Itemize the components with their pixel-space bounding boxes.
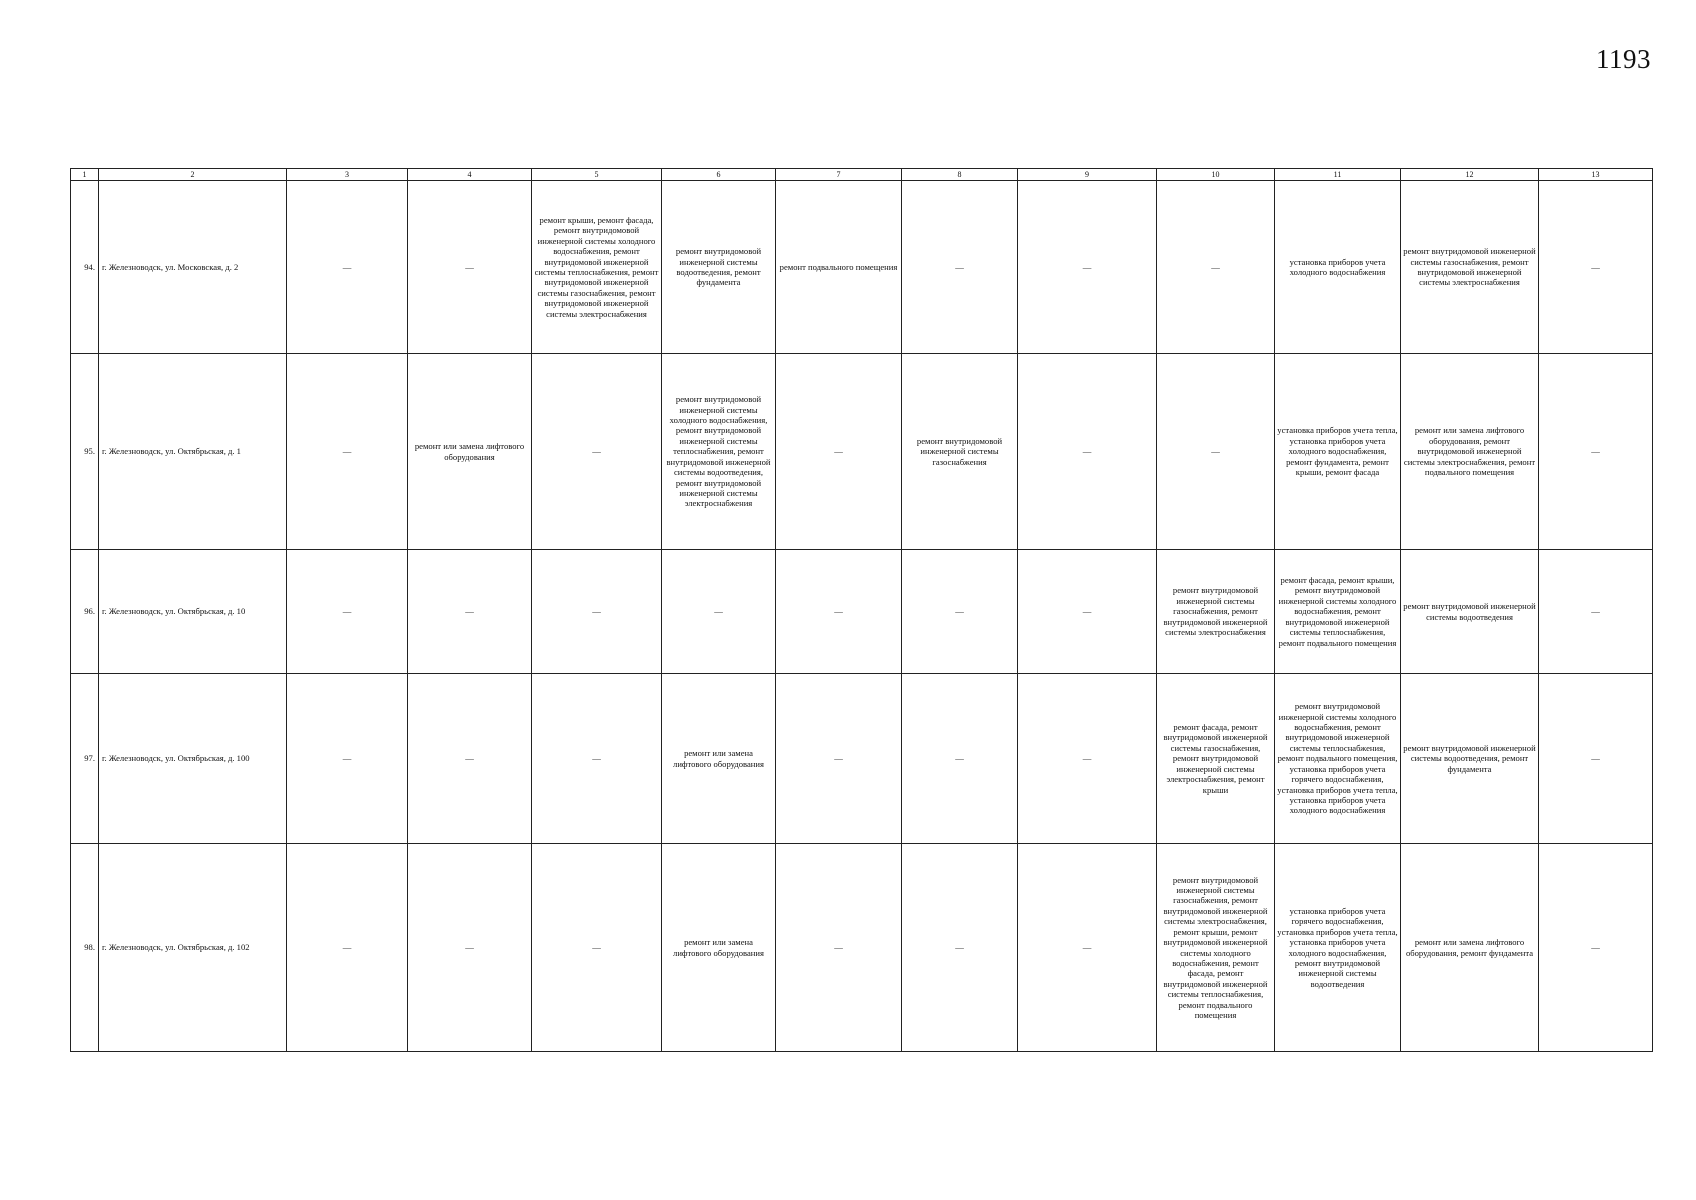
table-cell: ремонт внутридомовой инженерной системы водоотведения bbox=[1401, 550, 1539, 674]
table-cell: — bbox=[287, 181, 408, 354]
table-cell: ремонт внутридомовой инженерной системы водоотведения, ремонт фундамента bbox=[662, 181, 776, 354]
table-cell: ремонт или замена лифтового оборудования bbox=[662, 844, 776, 1052]
column-number: 9 bbox=[1018, 169, 1157, 181]
table-cell: — bbox=[287, 674, 408, 844]
column-number: 2 bbox=[99, 169, 287, 181]
table-cell: — bbox=[776, 674, 902, 844]
column-number: 13 bbox=[1539, 169, 1653, 181]
registry-table bbox=[70, 168, 1653, 1052]
table-cell: — bbox=[776, 550, 902, 674]
column-number-row bbox=[71, 169, 1653, 181]
table-cell: ремонт внутридомовой инженерной системы холодного водоснабжения, ремонт внутридомовой инженерной системы теплоснабжения, ремонт подвального помещения, установка приборов учета горячего водоснабжения, установка приборов учета тепла, установка приборов учета холодного водоснабжения bbox=[1275, 674, 1401, 844]
table-cell: — bbox=[1018, 354, 1157, 550]
table-row bbox=[71, 674, 1653, 844]
column-number: 6 bbox=[662, 169, 776, 181]
table-cell: — bbox=[532, 674, 662, 844]
table-cell: — bbox=[902, 181, 1018, 354]
row-number-cell: 98. bbox=[71, 844, 99, 1052]
table-cell: ремонт или замена лифтового оборудования bbox=[662, 674, 776, 844]
page-number: 1193 bbox=[1596, 44, 1651, 74]
column-number: 10 bbox=[1157, 169, 1275, 181]
row-number-cell: 96. bbox=[71, 550, 99, 674]
table-cell: — bbox=[408, 550, 532, 674]
address-cell: г. Железноводск, ул. Октябрьская, д. 10 bbox=[99, 550, 287, 674]
table-cell: — bbox=[287, 550, 408, 674]
table-cell: — bbox=[1018, 181, 1157, 354]
column-number: 7 bbox=[776, 169, 902, 181]
table-cell: — bbox=[408, 844, 532, 1052]
table-cell: ремонт фасада, ремонт крыши, ремонт внутридомовой инженерной системы холодного водоснабжения, ремонт внутридомовой инженерной системы теплоснабжения, ремонт подвального помещения bbox=[1275, 550, 1401, 674]
table-cell: — bbox=[1157, 181, 1275, 354]
table-cell: установка приборов учета холодного водоснабжения bbox=[1275, 181, 1401, 354]
row-number-cell: 94. bbox=[71, 181, 99, 354]
table-cell: — bbox=[1539, 844, 1653, 1052]
table-cell: установка приборов учета горячего водоснабжения, установка приборов учета тепла, установка приборов учета холодного водоснабжения, ремонт внутридомовой инженерной системы водоотведения bbox=[1275, 844, 1401, 1052]
table-cell: — bbox=[532, 550, 662, 674]
table-cell: ремонт подвального помещения bbox=[776, 181, 902, 354]
row-number-cell: 97. bbox=[71, 674, 99, 844]
column-number: 3 bbox=[287, 169, 408, 181]
column-number: 5 bbox=[532, 169, 662, 181]
column-number: 4 bbox=[408, 169, 532, 181]
table-cell: — bbox=[662, 550, 776, 674]
table-cell: ремонт внутридомовой инженерной системы газоснабжения, ремонт внутридомовой инженерной системы электроснабжения bbox=[1157, 550, 1275, 674]
table-cell: ремонт внутридомовой инженерной системы газоснабжения bbox=[902, 354, 1018, 550]
table-cell: ремонт внутридомовой инженерной системы водоотведения, ремонт фундамента bbox=[1401, 674, 1539, 844]
table-cell: ремонт или замена лифтового оборудования bbox=[408, 354, 532, 550]
table-cell: — bbox=[902, 844, 1018, 1052]
address-cell: г. Железноводск, ул. Октябрьская, д. 100 bbox=[99, 674, 287, 844]
address-cell: г. Железноводск, ул. Московская, д. 2 bbox=[99, 181, 287, 354]
table-cell: — bbox=[1018, 674, 1157, 844]
address-cell: г. Железноводск, ул. Октябрьская, д. 1 bbox=[99, 354, 287, 550]
table-row bbox=[71, 550, 1653, 674]
table-cell: — bbox=[902, 674, 1018, 844]
table-cell: — bbox=[776, 844, 902, 1052]
table-cell: — bbox=[1157, 354, 1275, 550]
row-number-cell: 95. bbox=[71, 354, 99, 550]
table-cell: — bbox=[408, 674, 532, 844]
address-cell: г. Железноводск, ул. Октябрьская, д. 102 bbox=[99, 844, 287, 1052]
table-cell: ремонт внутридомовой инженерной системы газоснабжения, ремонт внутридомовой инженерной системы электроснабжения, ремонт крыши, ремонт внутридомовой инженерной системы холодного водоснабжения, ремонт фасада, ремонт внутридомовой инженерной системы теплоснабжения, ремонт подвального помещения bbox=[1157, 844, 1275, 1052]
column-number: 11 bbox=[1275, 169, 1401, 181]
table-row bbox=[71, 354, 1653, 550]
table-cell: ремонт или замена лифтового оборудования, ремонт фундамента bbox=[1401, 844, 1539, 1052]
table-cell: установка приборов учета тепла, установка приборов учета холодного водоснабжения, ремонт фундамента, ремонт крыши, ремонт фасада bbox=[1275, 354, 1401, 550]
table-cell: — bbox=[287, 354, 408, 550]
table-cell: — bbox=[1539, 354, 1653, 550]
table-cell: — bbox=[532, 844, 662, 1052]
table-cell: ремонт крыши, ремонт фасада, ремонт внутридомовой инженерной системы холодного водоснабжения, ремонт внутридомовой инженерной системы теплоснабжения, ремонт внутридомовой инженерной системы газоснабжения, ремонт внутридомовой инженерной системы электроснабжения bbox=[532, 181, 662, 354]
table-row bbox=[71, 844, 1653, 1052]
table-cell: — bbox=[1539, 674, 1653, 844]
table-cell: ремонт фасада, ремонт внутридомовой инженерной системы газоснабжения, ремонт внутридомовой инженерной системы электроснабжения, ремонт крыши bbox=[1157, 674, 1275, 844]
table-cell: ремонт внутридомовой инженерной системы газоснабжения, ремонт внутридомовой инженерной системы электроснабжения bbox=[1401, 181, 1539, 354]
table-cell: ремонт внутридомовой инженерной системы холодного водоснабжения, ремонт внутридомовой инженерной системы теплоснабжения, ремонт внутридомовой инженерной системы водоотведения, ремонт внутридомовой инженерной системы электроснабжения bbox=[662, 354, 776, 550]
column-number: 1 bbox=[71, 169, 99, 181]
table-cell: ремонт или замена лифтового оборудования, ремонт внутридомовой инженерной системы электроснабжения, ремонт подвального помещения bbox=[1401, 354, 1539, 550]
table-cell: — bbox=[1018, 550, 1157, 674]
table-cell: — bbox=[1539, 550, 1653, 674]
table-row bbox=[71, 181, 1653, 354]
table-cell: — bbox=[776, 354, 902, 550]
table-cell: — bbox=[408, 181, 532, 354]
table-cell: — bbox=[287, 844, 408, 1052]
column-number: 8 bbox=[902, 169, 1018, 181]
table-cell: — bbox=[1018, 844, 1157, 1052]
column-number: 12 bbox=[1401, 169, 1539, 181]
table-cell: — bbox=[1539, 181, 1653, 354]
table-cell: — bbox=[532, 354, 662, 550]
table-cell: — bbox=[902, 550, 1018, 674]
